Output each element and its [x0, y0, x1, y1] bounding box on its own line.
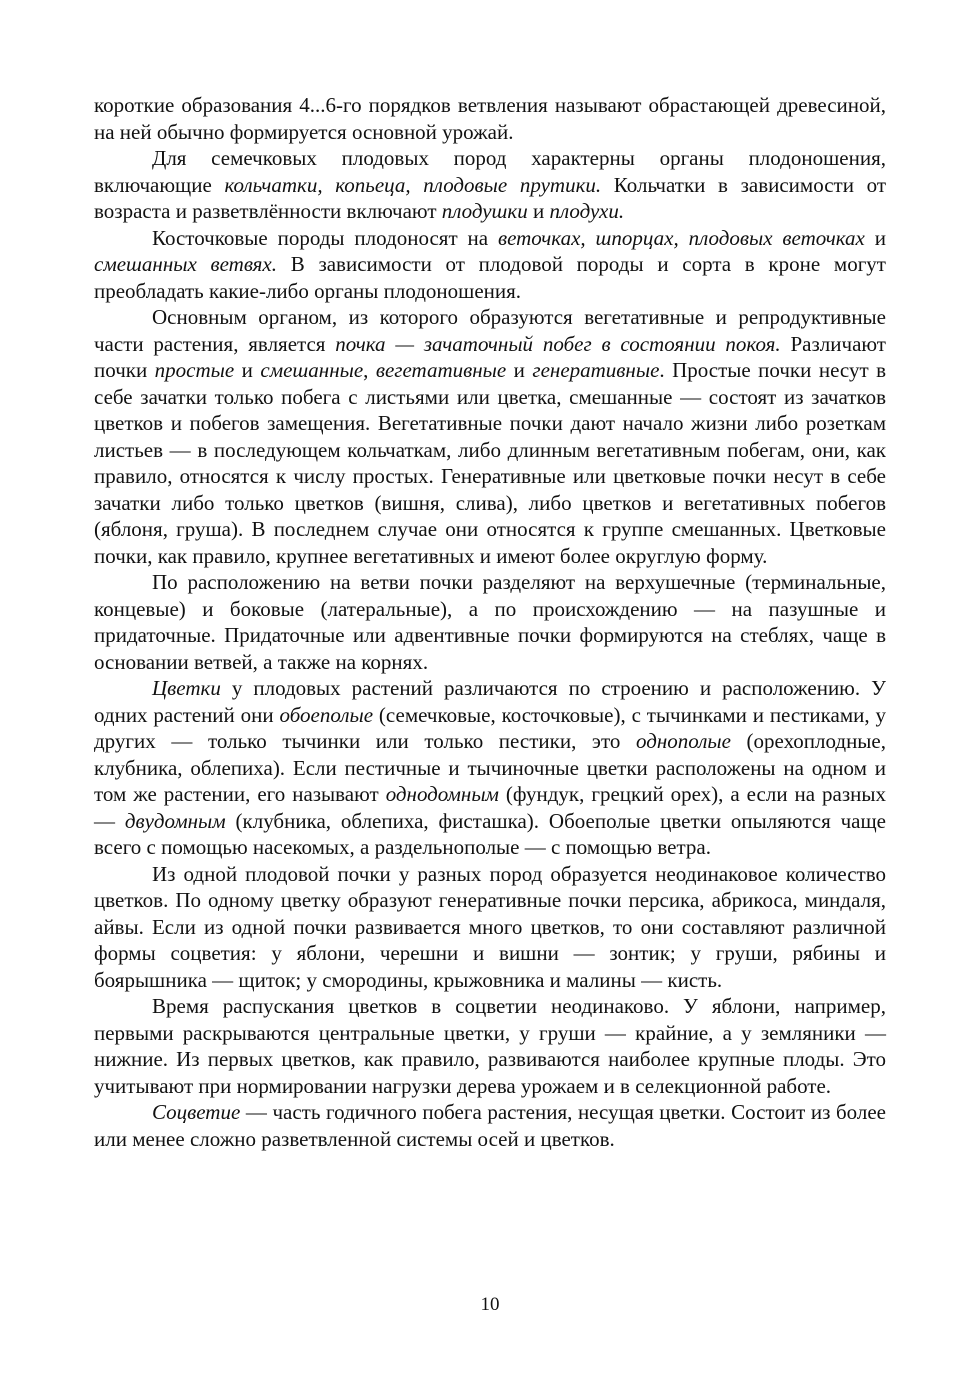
italic-term: вегетативные	[375, 358, 507, 382]
body-text	[94, 92, 886, 1152]
paragraph	[94, 675, 886, 861]
page-number: 10	[480, 1294, 500, 1315]
text-run: Время распускания цветков в соцветии неодинаково. У яблони, например, первыми раскрываются центральные цветки, у груши — крайние, а у земляники — нижние. Из первых цветков, как правило, развиваются наиболее крупные плоды. Это учитывают при нормировании нагрузки дерева урожаем и в селекционной работе.	[94, 994, 886, 1098]
italic-term: смешанные	[260, 358, 364, 382]
text-run: ,	[363, 358, 376, 382]
italic-term: простые	[154, 358, 235, 382]
text-run: короткие образования 4...6-го порядков ветвления называют обрастающей древесиной, на ней обычно формируется основной урожай.	[94, 93, 886, 144]
text-run: Различают почки	[94, 331, 886, 382]
paragraph	[94, 993, 886, 1099]
text-run: (клубника, облепиха, фисташка). Обоеполые цветки опыляются чаще всего с помощью насекомых, а раздельнополые — с помощью ветра.	[94, 808, 886, 859]
italic-term: однополые	[635, 729, 731, 753]
paragraph	[94, 1099, 886, 1152]
text-run: (семечковые, косточковые), с тычинками и пестиками, у других — только тычинки или только пестики, это	[94, 702, 886, 753]
italic-term: однодомным	[385, 782, 499, 806]
text-run: Кольчатки в зависимости от возраста и разветвлённости включают	[94, 172, 886, 223]
paragraph	[94, 861, 886, 994]
text-run: и	[234, 358, 261, 382]
italic-term: смешанных ветвях.	[94, 252, 277, 276]
text-run: — часть годичного побега растения, несущая цветки. Состоит из более или менее сложно разветвленной системы осей и цветков.	[94, 1100, 886, 1151]
italic-term: двудомным	[124, 808, 226, 833]
italic-term: кольчатки, копьеца, плодовые прутики.	[224, 172, 602, 197]
italic-term: почка — зачаточный побег в состоянии покоя.	[335, 331, 781, 356]
italic-term: плодушки	[441, 199, 528, 223]
italic-term: обоеполые	[279, 702, 374, 727]
italic-term: Соцветие	[152, 1100, 241, 1124]
paragraph	[94, 569, 886, 675]
text-run: Для семечковых плодовых пород характерны органы плодоношения, включающие	[94, 146, 886, 197]
text-run: (орехоплодные, клубника, облепиха). Если пестичные и тычиночные цветки расположены на одном и том же растении, его называют	[94, 729, 886, 806]
text-run: Косточковые породы плодоносят на	[152, 225, 498, 250]
text-run: В зависимости от плодовой породы и сорта в кроне могут преобладать какие-либо органы плодоношения.	[94, 252, 886, 303]
paragraph	[94, 304, 886, 569]
text-run: (фундук, грецкий орех), а если на разных —	[94, 782, 886, 833]
text-run: По расположению на ветви почки разделяют на верхушечные (терминальные, концевые) и боковые (латеральные), а по происхождению — на пазушные и придаточные. Придаточные или адвентивные почки формируются на стеблях, чаще в основании ветвей, а также на корнях.	[94, 570, 886, 674]
text-run: и	[506, 358, 533, 382]
text-run: . Простые почки несут в себе зачатки только побега с листьями или цветка, смешанные — состоят из зачатков цветков и побегов замещения. Вегетативные почки дают начало жизни либо розеткам листьев — в последующем кольчаткам, либо длинным вегетативным побегам, они, как правило, относятся к числу простых. Генеративные или цветковые почки несут в себе зачатки либо только цветков (вишня, слива), либо цветков и вегетативных побегов (яблоня, груша). В последнем случае они относятся к группе смешанных. Цветковые почки, как правило, крупнее вегетативных и имеют более округлую форму.	[94, 358, 887, 568]
text-run: Из одной плодовой почки у разных пород образуется неодинаковое количество цветков. По одному цветку образуют генеративные почки персика, абрикоса, миндаля, айвы. Если из одной почки развивается много цветков, то они составляют различной формы соцветия: у яблони, черешни и вишни — зонтик; у груши, рябины и боярышника — щиток; у смородины, крыжовника и малины — кисть.	[94, 861, 886, 992]
text-run: у плодовых растений различаются по строению и расположению. У одних растений они	[94, 676, 886, 727]
italic-term: Цветки	[152, 676, 221, 700]
text-run: и	[527, 199, 550, 223]
italic-term: плодухи.	[549, 199, 625, 223]
italic-term: генеративные	[532, 358, 660, 382]
paragraph	[94, 145, 886, 225]
paragraph	[94, 225, 886, 305]
italic-term: веточках, шпорцах, плодовых веточках	[497, 225, 865, 250]
text-run: и	[864, 225, 886, 250]
paragraph	[94, 92, 886, 145]
text-run: Основным органом, из которого образуются вегетативные и репродуктивные части растения, является	[94, 305, 886, 356]
